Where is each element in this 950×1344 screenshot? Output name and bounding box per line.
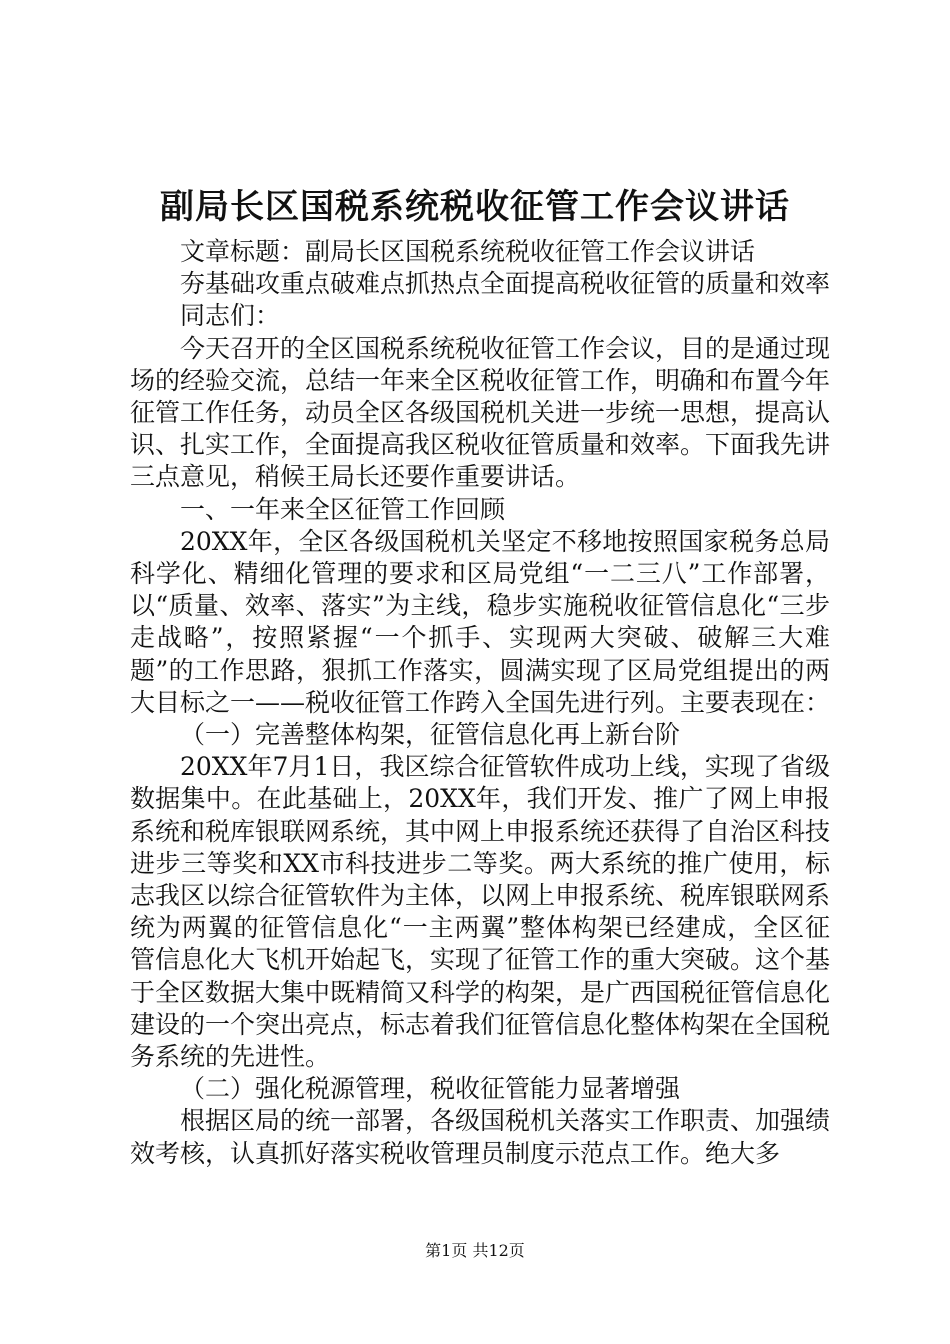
body-paragraph: 根据区局的统一部署，各级国税机关落实工作职责、加强绩效考核，认真抓好落实税收管理员制度示范点工作。绝大多: [130, 1106, 831, 1168]
subsection-heading: （一）完善整体构架，征管信息化再上新台阶: [180, 720, 681, 750]
subtitle-paragraph: 夯基础攻重点破难点抓热点全面提高税收征管的质量和效率: [180, 269, 831, 299]
body-paragraph: 今天召开的全区国税系统税收征管工作会议，目的是通过现场的经验交流，总结一年来全区税收征管工作，明确和布置今年征管工作任务，动员全区各级国税机关进一步统一思想，提高认识、扎实工作，全面提高我区税收征管质量和效率。下面我先讲三点意见，稍候王局长还要作重要讲话。: [130, 333, 831, 492]
section-heading: 一、一年来全区征管工作回顾: [180, 494, 506, 524]
document-title: 副局长区国税系统税收征管工作会议讲话: [160, 187, 790, 227]
article-title-line: 文章标题：副局长区国税系统税收征管工作会议讲话: [180, 237, 756, 266]
body-paragraph: 20XX年7月1日，我区综合征管软件成功上线，实现了省级数据集中。在此基础上，20XX年，我们开发、推广了网上申报系统和税库银联网系统，其中网上申报系统还获得了自治区科技进步三等奖和XX市科技进步二等奖。两大系统的推广使用，标志我区以综合征管软件为主体，以网上申报系统、税库银联网系统为两翼的征管信息化“一主两翼”整体构架已经建成，全区征管信息化大飞机开始起飞，实现了征管工作的重大突破。这个基于全区数据大集中既精简又科学的构架，是广西国税征管信息化建设的一个突出亮点，标志着我们征管信息化整体构架在全国税务系统的先进性。: [130, 752, 831, 1072]
page-footer: 第1页 共12页: [425, 1241, 525, 1260]
document-body: [130, 236, 830, 1170]
body-paragraph: 20XX年，全区各级国税机关坚定不移地按照国家税务总局科学化、精细化管理的要求和区局党组“一二三八”工作部署，以“质量、效率、落实”为主线，稳步实施税收征管信息化“三步走战略”，按照紧握“一个抓手、实现两大突破、破解三大难题”的工作思路，狠抓工作落实，圆满实现了区局党组提出的两大目标之一——税收征管工作跨入全国先进行列。主要表现在：: [130, 526, 831, 717]
subsection-heading: （二）强化税源管理，税收征管能力显著增强: [180, 1074, 681, 1104]
salutation: 同志们：: [180, 301, 281, 331]
